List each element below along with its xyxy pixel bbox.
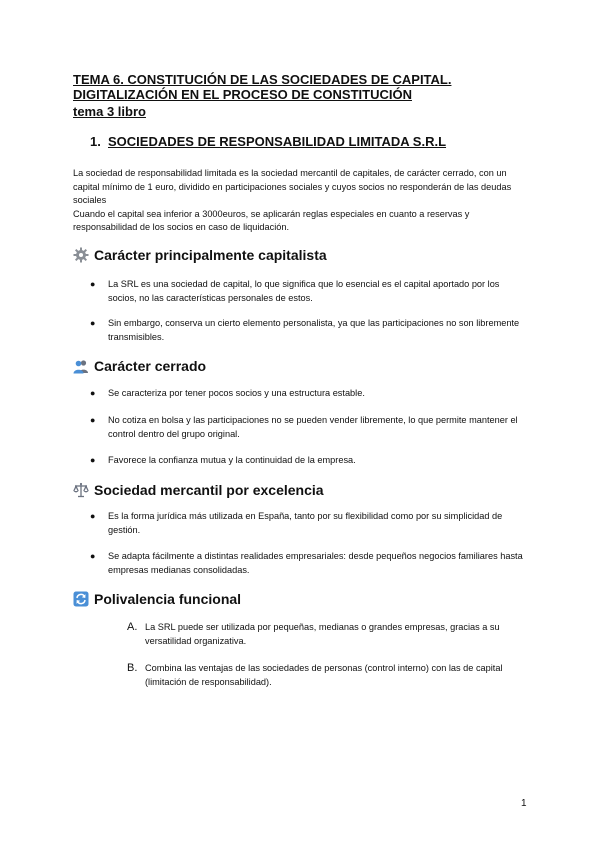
list-item-text: La SRL es una sociedad de capital, lo que significa que lo esencial es el capital aportado por los socios, no las características personales de estos. — [108, 279, 500, 303]
section-title — [73, 590, 241, 608]
list-item — [90, 453, 530, 467]
list-item-text: Es la forma jurídica más utilizada en España, tanto por su flexibilidad como por su simplicidad de gestión. — [108, 511, 503, 535]
gear-icon — [73, 247, 89, 263]
list-item — [90, 413, 530, 441]
section-title — [73, 246, 327, 264]
list-item — [127, 661, 527, 689]
heading-text: SOCIEDADES DE RESPONSABILIDAD LIMITADA S.R.L — [108, 134, 447, 149]
section-title-text: Carácter cerrado — [94, 358, 207, 374]
bullet-marker: ● — [90, 455, 96, 465]
heading-number: 1. — [90, 134, 101, 149]
arrows-cycle-icon — [73, 591, 89, 607]
bullet-marker: ● — [90, 318, 96, 328]
people-icon — [73, 358, 89, 374]
section-heading — [90, 134, 446, 150]
list-item-text: Se caracteriza por tener pocos socios y una estructura estable. — [108, 388, 365, 398]
section-title — [73, 481, 324, 499]
bullet-marker: ● — [90, 415, 96, 425]
list-item — [90, 549, 530, 577]
section-title-text: Carácter principalmente capitalista — [94, 247, 327, 263]
list-item — [90, 316, 530, 344]
list-item — [127, 620, 527, 648]
list-item-text: La SRL puede ser utilizada por pequeñas, medianas o grandes empresas, gracias a su versatilidad organizativa. — [145, 622, 500, 646]
section-title-text: Polivalencia funcional — [94, 591, 242, 607]
section-title-text: Sociedad mercantil por excelencia — [94, 482, 324, 498]
list-item-text: Favorece la confianza mutua y la continuidad de la empresa. — [108, 455, 356, 465]
intro-paragraph: La sociedad de responsabilidad limitada es la sociedad mercantil de capitales, de carácter cerrado, con un capital mínimo de 1 euro, dividido en participaciones sociales y cuyos socios no responderán de las deudas sociales — [73, 168, 512, 205]
bullet-marker: ● — [90, 551, 96, 561]
list-item-text: Se adapta fácilmente a distintas realidades empresariales: desde pequeños negocios familiares hasta empresas medianas consolidadas. — [108, 551, 523, 575]
list-item-text: Sin embargo, conserva un cierto elemento personalista, ya que las participaciones no son libremente transmisibles. — [108, 318, 520, 342]
section-title — [73, 357, 206, 375]
bullet-marker: ● — [90, 279, 96, 289]
list-item — [90, 277, 530, 305]
list-item — [90, 509, 530, 537]
list-item-text: No cotiza en bolsa y las participaciones no se pueden vender libremente, lo que permite mantener el control dentro del grupo original. — [108, 415, 518, 439]
document-title: TEMA 6. CONSTITUCIÓN DE LAS SOCIEDADES DE CAPITAL. DIGITALIZACIÓN EN EL PROCESO DE CONSTITUCIÓN — [73, 72, 452, 102]
document-subtitle: tema 3 libro — [73, 104, 146, 119]
scales-icon — [73, 482, 89, 498]
list-item-text: Combina las ventajas de las sociedades de personas (control interno) con las de capital (limitación de responsabilidad). — [145, 663, 503, 687]
list-letter: A. — [127, 621, 138, 633]
intro-paragraph: Cuando el capital sea inferior a 3000euros, se aplicarán reglas especiales en cuanto a reservas y responsabilidad de los socios en caso de liquidación. — [73, 208, 470, 232]
bullet-marker: ● — [90, 388, 96, 398]
intro-text — [73, 167, 523, 235]
list-item — [90, 386, 530, 400]
page-number: 1 — [521, 798, 527, 809]
bullet-marker: ● — [90, 511, 96, 521]
list-letter: B. — [127, 662, 138, 674]
